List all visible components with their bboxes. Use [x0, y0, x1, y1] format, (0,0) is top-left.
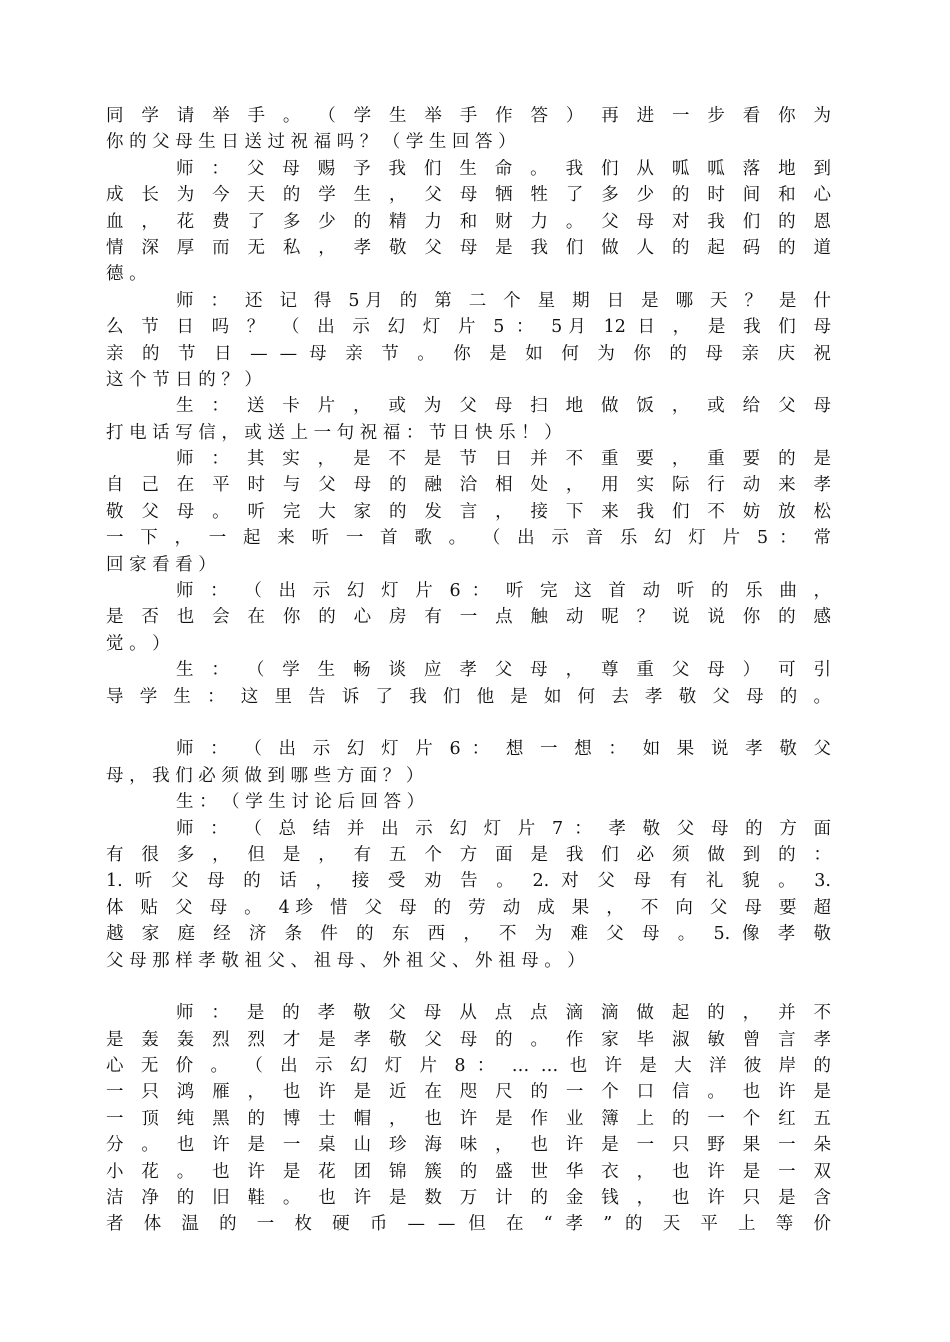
text-line: 师 ： （ 出 示 幻 灯 片 6 ： 想 一 想 ： 如 果 说 孝 敬 父: [176, 739, 831, 760]
text-line: 生 ： 送 卡 片 ， 或 为 父 母 扫 地 做 饭 ， 或 给 父 母: [176, 396, 831, 417]
text-line: 是 否 也 会 在 你 的 心 房 有 一 点 触 动 呢 ？ 说 说 你 的 感: [106, 607, 831, 628]
text-line: 1. 听 父 母 的 话 ， 接 受 劝 告 。 2. 对 父 母 有 礼 貌 。 3.: [106, 871, 831, 892]
text-line: 导 学 生 ： 这 里 告 诉 了 我 们 他 是 如 何 去 孝 敬 父 母 的 。: [106, 686, 831, 707]
text-line: 者 体 温 的 一 枚 硬 币 — — 但 在 “ 孝 ” 的 天 平 上 等 价: [106, 1214, 831, 1235]
text-line: 心 无 价 。 （ 出 示 幻 灯 片 8 ： … … 也 许 是 大 洋 彼 岸 的: [106, 1056, 831, 1077]
text-line: 父 母 那 样 孝 敬 祖 父 、 祖 母 、 外 祖 父 、 外 祖 母 。 ）: [106, 950, 585, 971]
blank-line: [106, 974, 831, 1000]
text-line: 打 电 话 写 信 ， 或 送 上 一 句 祝 福 ： 节 日 快 乐 ！ ）: [106, 422, 562, 443]
text-line: 一 顶 纯 黑 的 博 士 帽 ， 也 许 是 作 业 簿 上 的 一 个 红 五: [106, 1108, 831, 1129]
body-text: [106, 103, 831, 1238]
text-line: 回 家 看 看 ）: [106, 554, 216, 575]
text-line: 情 深 厚 而 无 私 ， 孝 敬 父 母 是 我 们 做 人 的 起 码 的 道: [106, 237, 831, 258]
text-line: 师 ： 父 母 赐 予 我 们 生 命 。 我 们 从 呱 呱 落 地 到: [176, 158, 831, 179]
text-line: 师 ： 其 实 ， 是 不 是 节 日 并 不 重 要 ， 重 要 的 是: [176, 449, 831, 470]
text-line: 师 ： （ 总 结 并 出 示 幻 灯 片 7 ： 孝 敬 父 母 的 方 面: [176, 818, 831, 839]
text-line: 师 ： （ 出 示 幻 灯 片 6 ： 听 完 这 首 动 听 的 乐 曲 ，: [176, 581, 831, 602]
text-line: 血 ， 花 费 了 多 少 的 精 力 和 财 力 。 父 母 对 我 们 的 恩: [106, 211, 831, 232]
text-line: 生 ： （ 学 生 讨 论 后 回 答 ）: [176, 792, 425, 813]
text-line: 同 学 请 举 手 。 （ 学 生 举 手 作 答 ） 再 进 一 步 看 你 为: [106, 106, 831, 126]
text-line: 是 轰 轰 烈 烈 才 是 孝 敬 父 母 的 。 作 家 毕 淑 敏 曾 言 孝: [106, 1029, 831, 1050]
text-line: 你 的 父 母 生 日 送 过 祝 福 吗 ？ （ 学 生 回 答 ）: [106, 132, 516, 153]
text-line: 小 花 。 也 许 是 花 团 锦 簇 的 盛 世 华 衣 ， 也 许 是 一 双: [106, 1161, 831, 1182]
text-line: 一 下 ， 一 起 来 听 一 首 歌 。 （ 出 示 音 乐 幻 灯 片 5 ： 常: [106, 528, 831, 549]
text-line: 么 节 日 吗 ？ （ 出 示 幻 灯 片 5 ： 5月 12 日 ， 是 我 们 母: [106, 317, 831, 338]
text-line: 体 贴 父 母 。 4珍 惜 父 母 的 劳 动 成 果 ， 不 向 父 母 要 超: [106, 897, 831, 918]
text-line: 有 很 多 ， 但 是 ， 有 五 个 方 面 是 我 们 必 须 做 到 的 ：: [106, 844, 831, 865]
text-line: 敬 父 母 。 听 完 大 家 的 发 言 ， 接 下 来 我 们 不 妨 放 松: [106, 501, 831, 522]
text-line: 越 家 庭 经 济 条 件 的 东 西 ， 不 为 难 父 母 。 5. 像 孝 敬: [106, 924, 831, 945]
text-line: 成 长 为 今 天 的 学 生 ， 父 母 牺 牲 了 多 少 的 时 间 和 心: [106, 185, 831, 206]
blank-line: [106, 710, 831, 736]
text-line: 德 。: [106, 264, 147, 285]
text-line: 母 ， 我 们 必 须 做 到 哪 些 方 面 ？ ）: [106, 765, 424, 786]
text-line: 这 个 节 日 的 ？ ）: [106, 369, 262, 390]
text-line: 分 。 也 许 是 一 桌 山 珍 海 味 ， 也 许 是 一 只 野 果 一 朵: [106, 1135, 831, 1156]
text-line: 一 只 鸿 雁 ， 也 许 是 近 在 咫 尺 的 一 个 口 信 。 也 许 是: [106, 1082, 831, 1103]
text-line: 亲 的 节 日 — — 母 亲 节 。 你 是 如 何 为 你 的 母 亲 庆 祝: [106, 343, 831, 364]
text-line: 自 己 在 平 时 与 父 母 的 融 洽 相 处 ， 用 实 际 行 动 来 孝: [106, 475, 831, 496]
text-line: 觉 。 ）: [106, 633, 170, 654]
text-line: 师 ： 还 记 得 5月 的 第 二 个 星 期 日 是 哪 天 ？ 是 什: [176, 290, 831, 311]
text-line: 洁 净 的 旧 鞋 。 也 许 是 数 万 计 的 金 钱 ， 也 许 只 是 含: [106, 1188, 831, 1209]
text-line: 师 ： 是 的 孝 敬 父 母 从 点 点 滴 滴 做 起 的 ， 并 不: [176, 1003, 831, 1024]
text-line: 生 ： （ 学 生 畅 谈 应 孝 父 母 ， 尊 重 父 母 ） 可 引: [176, 660, 831, 681]
